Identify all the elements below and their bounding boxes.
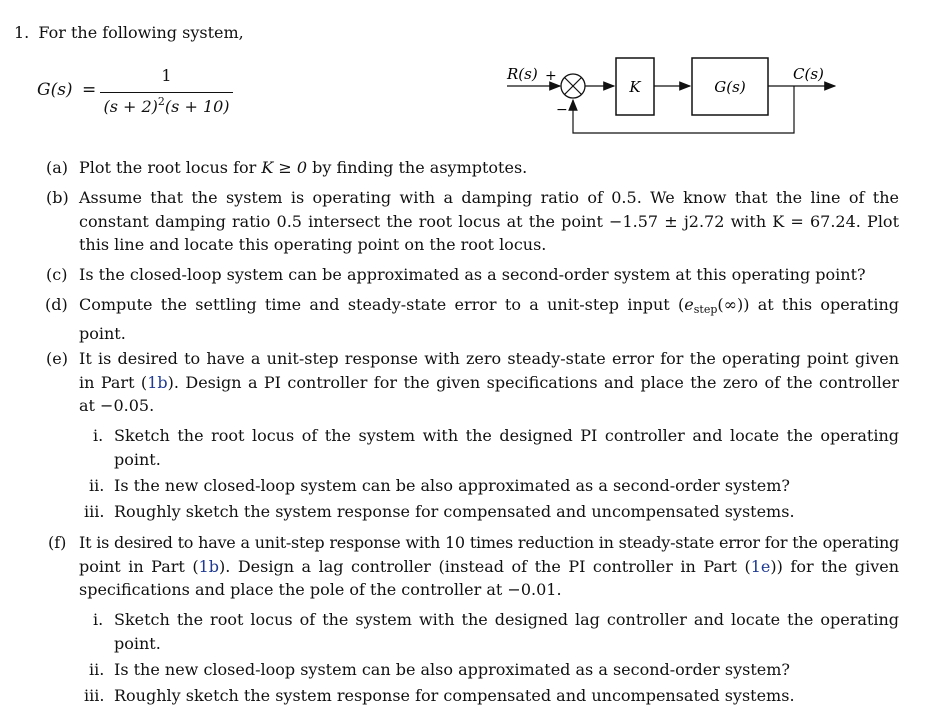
ref-part-1b[interactable]: 1b (198, 556, 220, 576)
part-e-iii-label: iii. (84, 502, 105, 521)
input-label: R(s) (507, 65, 538, 83)
part-c-label: (c) (46, 265, 68, 284)
part-e-ii-text: Is the new closed-loop system can be also approximated as a second-order system? (114, 476, 791, 495)
part-b-text: Assume that the system is operating with a damping ratio of 0.5. We know that the line of the constant damping ratio 0.5 intersect the root locus at the point −1.57 ± j2.72 with K = 67.24. Plot this line and locate this operating point on the root locus. (79, 188, 899, 254)
gain-label: K (629, 78, 641, 96)
part-f-i-label: i. (93, 610, 104, 629)
ref-part-1e[interactable]: 1e (750, 556, 771, 576)
part-e-label: (e) (46, 349, 68, 368)
part-a-label: (a) (46, 158, 69, 177)
summing-junction (561, 74, 585, 98)
part-f-ii-text: Is the new closed-loop system can be also approximated as a second-order system? (114, 660, 791, 679)
output-label: C(s) (793, 65, 824, 83)
fraction-bar (100, 92, 233, 93)
problem-header (14, 21, 244, 44)
equation-equals: = (82, 80, 97, 100)
plus-sign: + (545, 68, 557, 84)
part-f-i-text: Sketch the root locus of the system with the designed lag controller and locate the operating point. (114, 610, 899, 653)
part-d-label: (d) (45, 295, 68, 314)
part-e-text: It is desired to have a unit-step response with zero steady-state error for the operating point given in Part (1b). Design a PI controller for the given specifications and place the zero of the controller at −0.05. (79, 349, 900, 415)
part-e-ii-label: ii. (89, 476, 105, 495)
part-f-iii-text: Roughly sketch the system response for compensated and uncompensated systems. (114, 686, 795, 705)
fraction-numerator: 1 (161, 66, 172, 85)
ref-part-1b[interactable]: 1b (147, 372, 168, 392)
part-c-text: Is the closed-loop system can be approximated as a second-order system at this operating point? (79, 265, 866, 284)
part-e-iii-text: Roughly sketch the system response for compensated and uncompensated systems. (114, 502, 795, 521)
part-e-i-text: Sketch the root locus of the system with the designed PI controller and locate the operating point. (114, 426, 899, 469)
plant-label: G(s) (714, 78, 746, 96)
part-d-text: Compute the settling time and steady-state error to a unit-step input $(e_{step}(\infty))$ at this operating point. (79, 295, 900, 343)
part-f-text: It is desired to have a unit-step response with 10 times reduction in steady-state error for the operating point in Part (1b). Design a lag controller (instead of the PI controller in Part (1e)) for the given specifications and place the pole of the controller at −0.01. (79, 533, 900, 599)
part-f-iii-label: iii. (84, 686, 105, 705)
part-e-i-label: i. (93, 426, 104, 445)
part-f-label: (f) (48, 533, 67, 552)
fraction-denominator: $(s + 2)^2(s + 10)$ (103, 95, 230, 116)
problem-number: 1. (14, 23, 30, 42)
part-a-text: Plot the root locus for K ≥ 0 by finding the asymptotes. (79, 158, 528, 177)
part-f-ii-label: ii. (89, 660, 105, 679)
part-b-label: (b) (46, 188, 69, 207)
minus-sign: − (556, 102, 568, 118)
problem-intro: For the following system, (38, 23, 244, 42)
block-diagram (495, 48, 855, 148)
equation-lhs: G(s) (37, 80, 73, 100)
